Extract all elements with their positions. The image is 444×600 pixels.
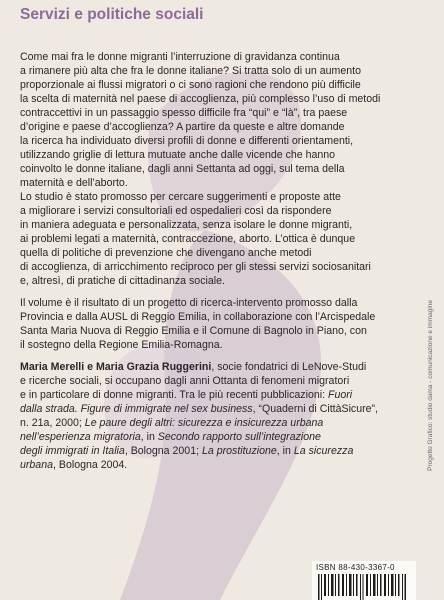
author-conjunction: e — [84, 361, 96, 373]
series-title: Servizi e politiche sociali — [20, 6, 204, 23]
isbn-number: ISBN 88-430-3367-0 — [316, 563, 395, 572]
publication-title: Fuori dalla strada. Figure di immigrate nel sex business — [20, 389, 353, 415]
publication-detail: , Bologna 2004. — [53, 459, 128, 471]
author-name: Maria Grazia Ruggerini — [95, 361, 212, 373]
body-text — [20, 50, 420, 472]
publication-title: La prostituzione — [201, 445, 277, 457]
authors-bio: , socie fondatrici di LeNove-Studi e ricerche sociali, si occupano dagli anni Ottanta di fenomeni migratori e in particolare di donne migranti. Tra le più recenti pubblicazioni: — [20, 361, 367, 401]
paragraph-intro: Come mai fra le donne migranti l’interruzione di gravidanza continua a rimanere più alta che fra le donne italiane? Si tratta solo di un aumento proporzionale ai flussi migratori o ci sono ragioni che rendono più difficile la scelta di maternità nel paese di accoglienza, più complesso l’uso di metodi contraccettivi in un passaggio spesso difficile fra “qui” e “là”, tra paese d’origine e paese d’accoglienza? A partire da queste e altre domande la ricerca ha individuato diversi profili di donne e differenti orientamenti, utilizzando griglie di lettura mutuate anche dalle vicende che hanno coinvolto le donne italiane, dagli anni Settanta ad oggi, sul tema della maternità e dell’aborto. — [20, 51, 381, 189]
publication-detail: , “Quaderni di CittàSicure”, n. 21a, 2000; — [20, 403, 379, 429]
barcode-icon — [318, 574, 410, 600]
publication-detail: , in — [276, 445, 294, 457]
paragraph-study: Lo studio è stato promosso per cercare suggerimenti e proposte atte a migliorare i servizi consultoriali ed ospedalieri così da rispondere in maniera adeguata e personalizzata, senza isolare le donne migranti, ai problemi legati a maternità, contraccezione, aborto. L’ottica è dunque quella di politiche di prevenzione che divengano anche metodi di accoglienza, di arricchimento reciproco per gli stessi servizi sociosanitari e, altresì, di pratiche di cittadinanza sociale. — [20, 191, 371, 287]
publication-detail: , Bologna 2001; — [124, 445, 202, 457]
publication-book: La sicurezza urbana — [20, 445, 354, 471]
publication-detail: , in — [140, 431, 158, 443]
publication-book: Secondo rapporto sull’integrazione degli immigrati in Italia — [20, 431, 321, 457]
publication-title: Le paure degli altri: sicurezza e insicurezza urbana nell’esperienza migratoria — [20, 417, 324, 443]
design-credit: Progetto Grafico: studio dama - comunicazione e immagine — [427, 300, 434, 471]
paragraph-authors — [20, 360, 420, 472]
author-name: Maria Merelli — [20, 361, 85, 373]
paragraph-project: Il volume è il risultato di un progetto di ricerca-intervento promosso dalla Provincia e dalla AUSL di Reggio Emilia, in collaborazione con l’Arcispedale Santa Maria Nuova di Reggio Emilia e il Comune di Bagnolo in Piano, con il sostegno della Regione Emilia-Romagna. — [20, 297, 376, 351]
barcode-area — [312, 561, 416, 600]
